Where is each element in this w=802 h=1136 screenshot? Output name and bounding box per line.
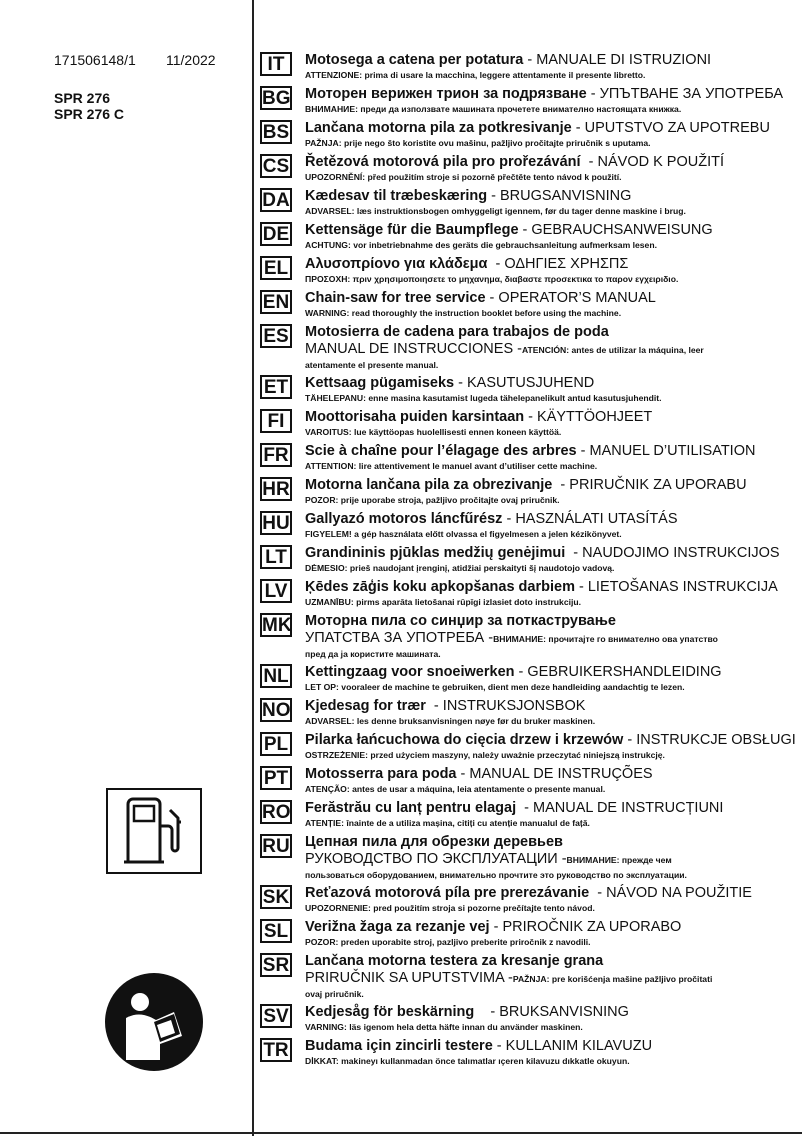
warning-line [305,528,798,541]
language-entry-sr [258,953,798,1004]
warning-line [305,307,798,320]
language-entry-pt [258,766,798,800]
warning-text: antes de usar a máquina, leia atentamente o presente manual. [349,784,606,794]
separator: - [623,732,637,748]
language-code-badge: HU [260,511,292,535]
warning-line [305,392,798,405]
warning-text: prije uporabe stroja, pažljivo pročitajte ovaj priručnik. [338,495,560,505]
manual-title: РУКОВОДСТВО ПО ЭКСПЛУАТАЦИИ - [305,851,567,867]
language-entry-no [258,698,798,732]
language-code-badge: LV [260,579,292,603]
language-entry-bg [258,86,798,120]
language-code-badge: EN [260,290,292,314]
entry-heading [305,120,798,137]
entry-heading [305,698,798,715]
warning-text: a gép használata előtt olvassa el figyelmesen a jelen kézikönyvet. [351,529,622,539]
entry-heading [305,86,798,103]
product-title: Ferăstrău cu lanț pentru elagaj [305,800,517,816]
warning-label: WARNING: [305,308,350,318]
language-entry-sl [258,919,798,953]
language-code-badge: SR [260,953,292,977]
warning-label: ATENȚIE: [305,818,344,828]
warning-text: vor inbetriebnahme des geräts die gebrauchsanleitung aufmerksam lesen. [350,240,657,250]
warning-continuation: ovaj priručnik. [305,989,364,999]
document-date: 11/2022 [166,52,216,68]
manual-title: PRIRUČNIK ZA UPORABU [569,477,747,493]
entry-heading [305,443,798,460]
warning-text: läs igenom hela detta häfte innan du använder maskinen. [346,1022,583,1032]
manual-title: UPUTSTVO ZA UPOTREBU [584,120,770,136]
warning-line [305,137,798,150]
product-title: Budama için zincirli testere [305,1038,493,1054]
language-code-badge: NO [262,700,291,721]
warning-label: UPOZORNĚNÍ: [305,172,366,182]
warning-line [305,273,798,286]
entry-subheading [305,851,798,869]
language-code-badge: LT [260,545,292,569]
model-list [54,90,124,122]
separator: - [576,443,590,459]
warning-line [305,715,798,728]
warning-label: DĖMESIO: [305,563,348,573]
warning-label: VARNING: [305,1022,347,1032]
warning-line [305,494,798,507]
model-name: SPR 276 [54,90,111,106]
product-title: Gallyazó motoros láncfűrész [305,511,503,527]
manual-title: HASZNÁLATI UTASÍTÁS [515,511,678,527]
warning-text: lue käyttöopas huolellisesti ennen koneen käyttöä. [351,427,562,437]
entry-heading [305,1004,798,1021]
language-code-badge: RU [260,834,292,858]
entry-heading [305,324,798,341]
product-title: Moottorisaha puiden karsintaan [305,409,525,425]
language-list [258,52,798,1072]
warning-label: ATTENTION: [305,461,357,471]
product-title: Motosega a catena per potatura [305,52,524,68]
manual-title: NAUDOJIMO INSTRUKCIJOS [582,545,780,561]
language-code-badge: BS [260,120,292,144]
entry-subheading [305,630,798,648]
language-code-badge: PT [260,766,292,790]
product-title: Моторен верижен трион за подрязване [305,86,587,102]
separator: - [518,222,532,238]
language-code-badge: SK [260,885,292,909]
language-code-badge: SV [260,1004,292,1028]
language-entry-de [258,222,798,256]
vertical-divider [252,0,254,1136]
language-code-badge: PL [260,732,292,756]
warning-label: ATENÇÃO: [305,784,350,794]
product-title: Verižna žaga za rezanje vej [305,919,490,935]
language-entry-hr [258,477,798,511]
language-entry-en [258,290,798,324]
entry-heading [305,613,798,630]
manual-title: MANUAL DE INSTRUÇÕES [469,766,653,782]
product-title: Kædesav til træbeskæring [305,188,488,204]
product-title: Цепная пила для обрезки деревьев [305,834,563,850]
warning-label: FIGYELEM! [305,529,352,539]
warning-label: UPOZORNENIE: [305,903,371,913]
entry-heading [305,409,798,426]
separator: - [552,477,570,493]
warning-text: prieš naudojant įrenginį, atidžiai perskaityti šį naudotojo vadovą. [347,563,615,573]
warning-label: POZOR: [305,937,339,947]
manual-title: NÁVOD K POUŽITÍ [597,154,724,170]
warning-text: înainte de a utiliza mașina, citiți cu atenție manualul de față. [344,818,590,828]
document-meta [54,52,216,68]
warning-text: pirms aparāta lietošanai rūpīgi izlasiet doto instrukciju. [353,597,582,607]
entry-subheading [305,341,798,359]
language-entry-fi [258,409,798,443]
product-title: Scie à chaîne pour l’élagage des arbres [305,443,577,459]
separator: - [571,120,585,136]
language-entry-da [258,188,798,222]
separator: - [580,154,598,170]
separator: - [574,579,588,595]
model-name: SPR 276 C [54,106,125,122]
product-title: Kettensäge für die Baumpflege [305,222,519,238]
entry-heading [305,885,798,902]
product-title: Kjedesag for trær [305,698,426,714]
language-code-badge: HR [260,477,292,501]
language-code-badge: FI [260,409,292,433]
language-entry-nl [258,664,798,698]
entry-heading [305,953,798,970]
entry-heading [305,256,798,273]
warning-text: ВНИМАНИЕ: прежде чем [566,855,672,865]
warning-text: przed użyciem maszyny, należy uważnie przeczytać niniejszą instrukcję. [368,750,665,760]
warning-label: OSTRZEŻENIE: [305,750,369,760]
manual-title: BRUKSANVISNING [499,1004,629,1020]
separator: - [589,885,607,901]
bottom-rule [0,1132,802,1134]
manual-title: OPERATOR’S MANUAL [498,290,656,306]
language-code-badge: SL [260,919,292,943]
language-code-badge: MK [262,615,292,636]
entry-heading [305,766,798,783]
manual-title: MANUAL DE INSTRUCȚIUNI [533,800,724,816]
product-title: Reťazová motorová píla pre prerezávanie [305,885,590,901]
document-code: 171506148/1 [54,52,136,68]
manual-title: PRIRUČNIK SA UPUTSTVIMA - [305,970,513,986]
warning-line [305,936,798,949]
warning-line [305,171,798,184]
warning-label: ADVARSEL: [305,716,355,726]
language-code-badge: ES [260,324,292,348]
separator: - [565,545,583,561]
language-entry-it [258,52,798,86]
warning-line [305,749,798,762]
manual-title: NÁVOD NA POUŽITIE [606,885,752,901]
language-code-badge: ET [260,375,292,399]
warning-label: TÄHELEPANU: [305,393,366,403]
entry-heading [305,511,798,528]
warning-line [305,817,798,830]
language-entry-hu [258,511,798,545]
separator: - [456,766,470,782]
language-entry-bs [258,120,798,154]
product-title: Αλυσοπρίονο για κλάδεμα [305,256,488,272]
warning-text: enne masina kasutamist lugeda tähelepanelikult antud kasutusjuhendit. [365,393,662,403]
entry-heading [305,222,798,239]
warning-line [305,1055,798,1068]
language-code-badge: FR [260,443,292,467]
language-code-badge: IT [260,52,292,76]
entry-heading [305,52,798,69]
entry-heading [305,375,798,392]
product-title: Motorna lančana pila za obrezivanje [305,477,553,493]
separator: - [474,1004,500,1020]
warning-line [305,205,798,218]
warning-text: ВНИМАНИЕ: прочитајте го внимателно ова упатство [493,634,718,644]
warning-continuation: пред да ја користите машината. [305,649,441,659]
separator: - [514,664,528,680]
warning-label: ACHTUNG: [305,240,351,250]
separator: - [586,86,600,102]
language-entry-sk [258,885,798,919]
warning-text: PAŽNJA: pre korišćenja mašine pažljivo pročitati [512,974,713,984]
entry-heading [305,919,798,936]
language-entry-el [258,256,798,290]
language-entry-cs [258,154,798,188]
warning-line [305,103,798,116]
product-title: Řetězová motorová pila pro prořezávání [305,154,581,170]
manual-title: УПЪТВАНЕ ЗА УПОТРЕБА [599,86,784,102]
language-entry-lt [258,545,798,579]
warning-line [305,902,798,915]
separator: - [485,290,499,306]
language-entry-ro [258,800,798,834]
entry-heading [305,732,798,749]
product-title: Lančana motorna testera za kresanje grana [305,953,604,969]
entry-subheading [305,970,798,988]
separator: - [487,256,505,272]
manual-title: GEBRUIKERSHANDLEIDING [527,664,722,680]
manual-title: MANUALE DI ISTRUZIONI [536,52,712,68]
entry-heading [305,834,798,851]
warning-line [305,460,798,473]
language-entry-ru [258,834,798,885]
product-title: Motosserra para poda [305,766,457,782]
manual-title: MANUAL DE INSTRUCCIONES - [305,341,522,357]
entry-heading [305,154,798,171]
warning-text: prije nego što koristite ovu mašinu, pažljivo pročitajte priručnik s uputama. [341,138,651,148]
warning-text: vooraleer de machine te gebruiken, dient men deze handleiding aandachtig te lezen. [338,682,685,692]
warning-text: před použitím stroje si pozorně přečtěte tento návod k použití. [365,172,622,182]
language-code-badge: TR [260,1038,292,1062]
warning-text: read thoroughly the instruction booklet before using the machine. [349,308,622,318]
warning-text: læs instruktionsbogen omhyggeligt igennem, før du tager denne maskine i brug. [354,206,686,216]
entry-heading [305,1038,798,1055]
separator: - [524,409,538,425]
language-entry-et [258,375,798,409]
language-entry-sv [258,1004,798,1038]
manual-title: KASUTUSJUHEND [466,375,595,391]
warning-label: PAŽNJA: [305,138,342,148]
language-code-badge: NL [260,664,292,688]
manual-title: MANUEL D’UTILISATION [589,443,756,459]
warning-label: VAROITUS: [305,427,352,437]
language-code-badge: DA [260,188,292,212]
warning-line [305,562,798,575]
warning-text: pred použitím stroja si pozorne prečítajte tento návod. [370,903,595,913]
entry-heading [305,800,798,817]
read-manual-icon [104,972,204,1072]
language-code-badge: EL [260,256,292,280]
product-title: Kettingzaag voor snoeiwerken [305,664,515,680]
warning-text: πριν χρησιμοποιησετε το μηχανημα, διαβαστε προσεκτικα το παρον εγχειριδιο. [350,274,679,284]
product-title: Ķēdes zāģis koku apkopšanas darbiem [305,579,575,595]
warning-label: ВНИМАНИЕ: [305,104,358,114]
entry-heading [305,579,798,596]
language-entry-fr [258,443,798,477]
entry-heading [305,290,798,307]
language-entry-mk [258,613,798,664]
warning-label: UZMANĪBU: [305,597,354,607]
manual-title: LIETOŠANAS INSTRUKCIJA [587,579,778,595]
warning-text: преди да използвате машината прочетете внимателно настоящата книжка. [357,104,682,114]
entry-heading [305,664,798,681]
separator: - [454,375,467,391]
warning-label: ADVARSEL: [305,206,355,216]
warning-line [305,783,798,796]
warning-text: preden uporabite stroj, pazljivo preberite priročnik z navodili. [338,937,591,947]
product-title: Моторна пила со синџир за поткастрување [305,613,616,629]
language-entry-tr [258,1038,798,1072]
language-code-badge: BG [262,88,291,109]
warning-line [305,681,798,694]
language-code-badge: CS [260,154,292,178]
warning-line [305,239,798,252]
product-title: Motosierra de cadena para trabajos de poda [305,324,609,340]
warning-label: LET OP: [305,682,339,692]
warning-line [305,426,798,439]
warning-label: DİKKAT: [305,1056,339,1066]
separator: - [487,188,501,204]
warning-label: ΠΡΟΣΟΧΗ: [305,274,351,284]
manual-title: УПАТСТВА ЗА УПОТРЕБА - [305,630,494,646]
warning-label: POZOR: [305,495,339,505]
warning-text: lire attentivement le manuel avant d’utiliser cette machine. [356,461,598,471]
warning-continuation: atentamente el presente manual. [305,360,439,370]
warning-line [305,69,798,82]
warning-text: makineyı kullanmadan önce talımatlar ıçeren kilavuzu dıkkatle okuyun. [338,1056,630,1066]
separator: - [489,919,503,935]
product-title: Chain-saw for tree service [305,290,486,306]
warning-line [305,596,798,609]
separator: - [502,511,516,527]
language-code-badge: DE [260,222,292,246]
entry-heading [305,545,798,562]
manual-title: KÄYTTÖOHJEET [537,409,653,425]
entry-heading [305,477,798,494]
separator: - [492,1038,506,1054]
product-title: Kettsaag pügamiseks [305,375,455,391]
warning-line [305,1021,798,1034]
warning-text: les denne bruksanvisningen nøye før du bruker maskinen. [354,716,596,726]
manual-title: GEBRAUCHSANWEISUNG [531,222,713,238]
product-title: Pilarka łańcuchowa do cięcia drzew i krzewów [305,732,624,748]
language-code-badge: RO [262,802,291,823]
manual-title: INSTRUKCJE OBSŁUGI [636,732,796,748]
manual-title: INSTRUKSJONSBOK [442,698,586,714]
language-entry-es [258,324,798,375]
language-entry-lv [258,579,798,613]
manual-title: BRUGSANVISNING [500,188,632,204]
warning-label: ATTENZIONE: [305,70,363,80]
entry-heading [305,188,798,205]
separator: - [523,52,537,68]
separator: - [425,698,443,714]
language-entry-pl [258,732,798,766]
product-title: Kedjesåg för beskärning [305,1004,475,1020]
product-title: Lančana motorna pila za potkresivanje [305,120,572,136]
separator: - [516,800,534,816]
product-title: Grandininis pjūklas medžių genėjimui [305,545,566,561]
manual-title: PRIROČNIK ZA UPORABO [502,919,682,935]
fuel-pump-icon [106,788,202,874]
warning-text: prima di usare la macchina, leggere attentamente il presente libretto. [362,70,646,80]
manual-title: ΟΔΗΓΙΕΣ ΧΡΗΣΠΣ [504,256,629,272]
manual-title: KULLANIM KILAVUZU [505,1038,653,1054]
warning-continuation: пользоваться оборудованием, внимательно прочтите это руководство по эксплуатации. [305,870,687,880]
warning-text: ATENCIÓN: antes de utilizar la máquina, leer [521,345,704,355]
